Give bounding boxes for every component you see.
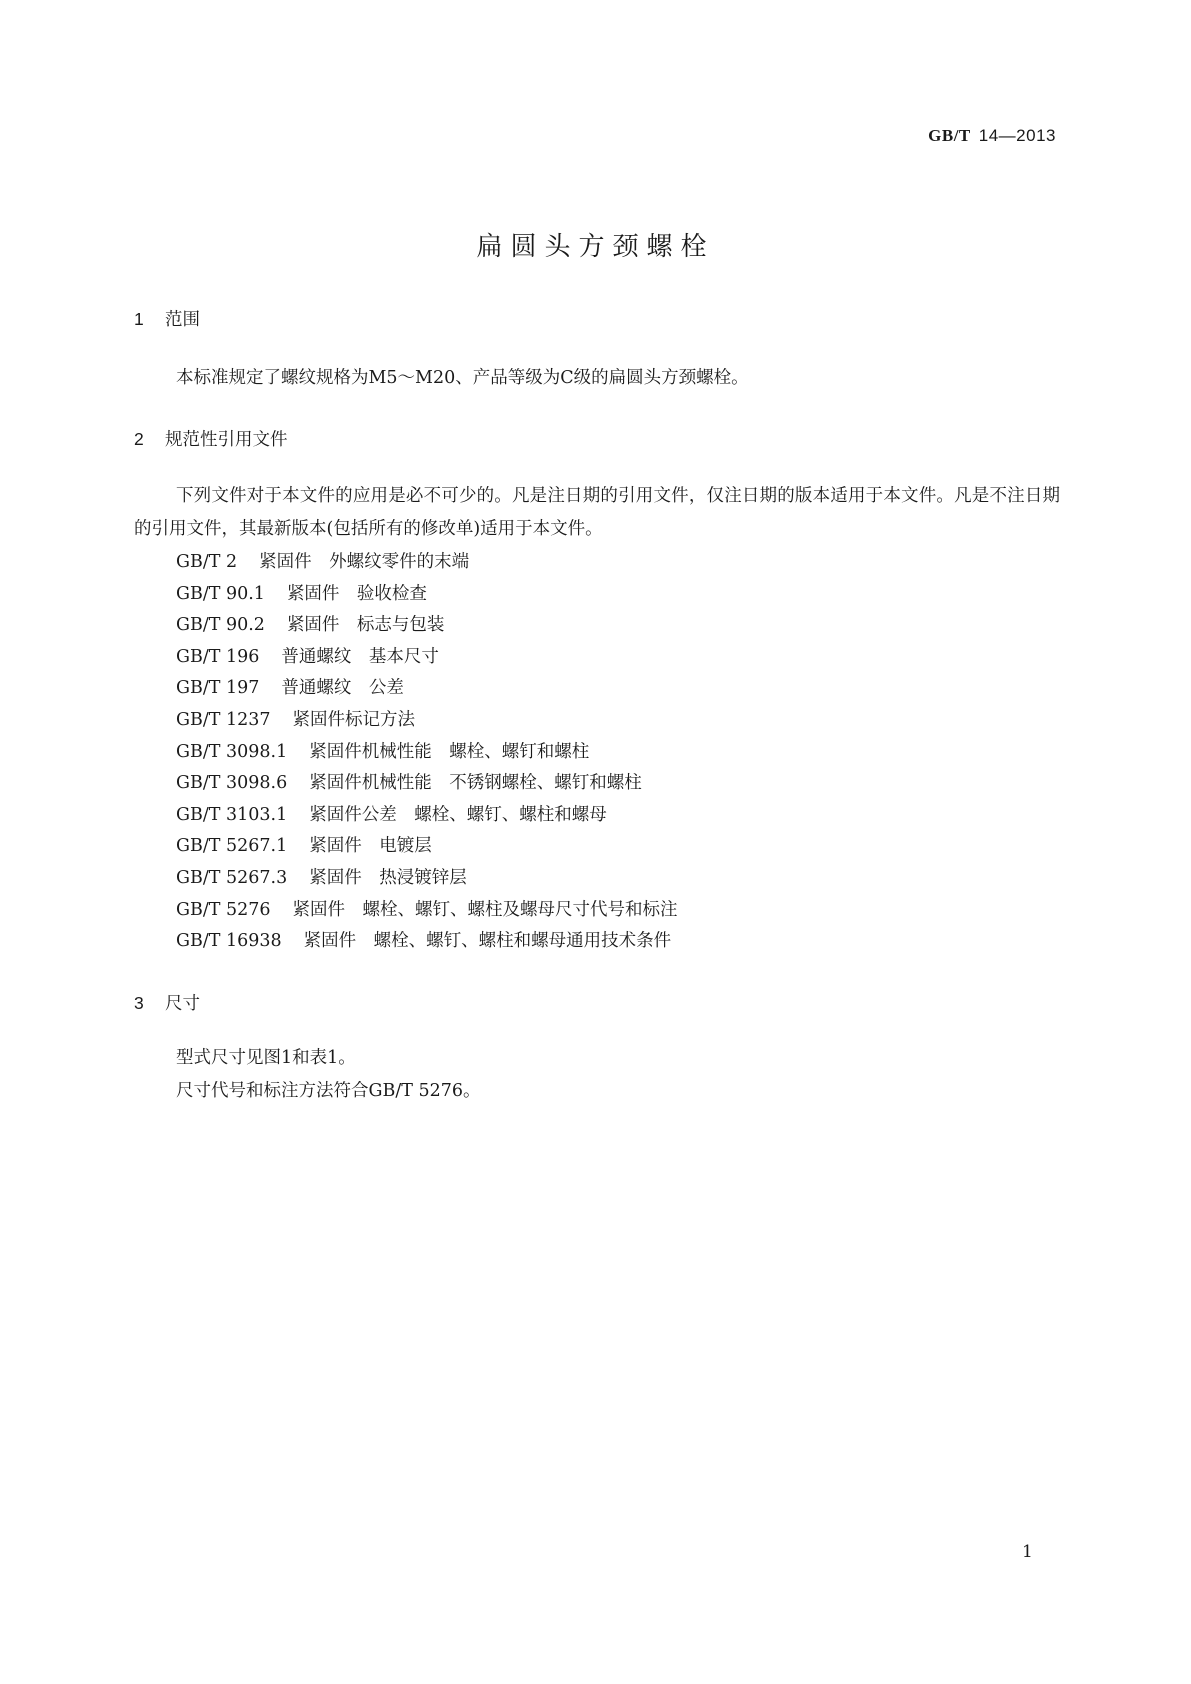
standard-code: 14—2013 bbox=[978, 126, 1056, 145]
reference-title: 紧固件 电镀层 bbox=[309, 836, 432, 857]
reference-item bbox=[176, 611, 444, 636]
reference-item bbox=[176, 580, 427, 605]
section-title: 范围 bbox=[165, 310, 200, 330]
dimension-line: 型式尺寸见图1和表1。 bbox=[176, 1048, 356, 1068]
reference-code: GB/T 90.1 bbox=[176, 583, 265, 604]
references-intro-paragraph: 下列文件对于本文件的应用是必不可少的。凡是注日期的引用文件，仅注日期的版本适用于本文件。凡是不注日期的引用文件，其最新版本(包括所有的修改单)适用于本文件。 bbox=[134, 486, 1060, 539]
reference-item bbox=[176, 738, 589, 763]
dimension-line: 尺寸代号和标注方法符合GB/T 5276。 bbox=[176, 1081, 481, 1101]
page-number: 1 bbox=[1022, 1542, 1033, 1562]
reference-title: 紧固件机械性能 螺栓、螺钉和螺柱 bbox=[309, 741, 590, 762]
section-heading-dimensions bbox=[134, 990, 200, 1015]
reference-code: GB/T 1237 bbox=[176, 710, 271, 730]
section-number: 1 bbox=[134, 309, 144, 329]
reference-code: GB/T 2 bbox=[176, 552, 238, 572]
reference-title: 紧固件 标志与包装 bbox=[286, 615, 445, 636]
section-title: 尺寸 bbox=[165, 994, 200, 1014]
reference-title: 普通螺纹 公差 bbox=[281, 678, 404, 699]
section-title: 规范性引用文件 bbox=[165, 430, 288, 450]
document-title: 扁圆头方颈螺栓 bbox=[476, 232, 715, 262]
standard-number bbox=[928, 126, 1056, 146]
reference-item bbox=[176, 674, 404, 699]
reference-item bbox=[176, 706, 415, 731]
reference-item bbox=[176, 896, 678, 921]
section-number: 2 bbox=[134, 429, 144, 449]
reference-item bbox=[176, 801, 607, 826]
reference-code: GB/T 90.2 bbox=[176, 615, 265, 636]
reference-title: 紧固件 热浸镀锌层 bbox=[309, 868, 467, 888]
standard-prefix: GB/T bbox=[928, 126, 971, 145]
scope-paragraph: 本标准规定了螺纹规格为M5～M20、产品等级为C级的扁圆头方颈螺栓。 bbox=[176, 368, 749, 388]
reference-code: GB/T 3098.6 bbox=[176, 773, 288, 794]
reference-title: 紧固件 螺栓、螺钉、螺柱和螺母通用技术条件 bbox=[303, 931, 672, 952]
section-number: 3 bbox=[134, 993, 144, 1013]
reference-code: GB/T 5267.3 bbox=[176, 868, 288, 888]
reference-title: 紧固件机械性能 不锈钢螺栓、螺钉和螺柱 bbox=[309, 773, 642, 794]
reference-title: 紧固件标记方法 bbox=[292, 710, 416, 730]
reference-title: 紧固件 螺栓、螺钉、螺柱及螺母尺寸代号和标注 bbox=[292, 899, 678, 920]
reference-title: 紧固件 验收检查 bbox=[286, 583, 427, 604]
reference-item bbox=[176, 643, 439, 668]
section-heading-scope bbox=[134, 306, 200, 331]
reference-code: GB/T 16938 bbox=[176, 931, 282, 952]
reference-item bbox=[176, 927, 671, 952]
reference-item bbox=[176, 864, 467, 889]
reference-code: GB/T 196 bbox=[176, 646, 260, 667]
reference-code: GB/T 3098.1 bbox=[176, 741, 288, 762]
reference-code: GB/T 5276 bbox=[176, 899, 271, 920]
reference-code: GB/T 5267.1 bbox=[176, 836, 288, 857]
reference-item bbox=[176, 548, 469, 573]
reference-title: 普通螺纹 基本尺寸 bbox=[281, 646, 439, 667]
reference-code: GB/T 3103.1 bbox=[176, 804, 288, 825]
reference-item bbox=[176, 769, 642, 794]
reference-title: 紧固件公差 螺栓、螺钉、螺柱和螺母 bbox=[309, 804, 607, 825]
reference-code: GB/T 197 bbox=[176, 678, 260, 699]
reference-title: 紧固件 外螺纹零件的末端 bbox=[259, 552, 470, 572]
reference-item bbox=[176, 832, 432, 857]
section-heading-normative-references bbox=[134, 426, 288, 451]
